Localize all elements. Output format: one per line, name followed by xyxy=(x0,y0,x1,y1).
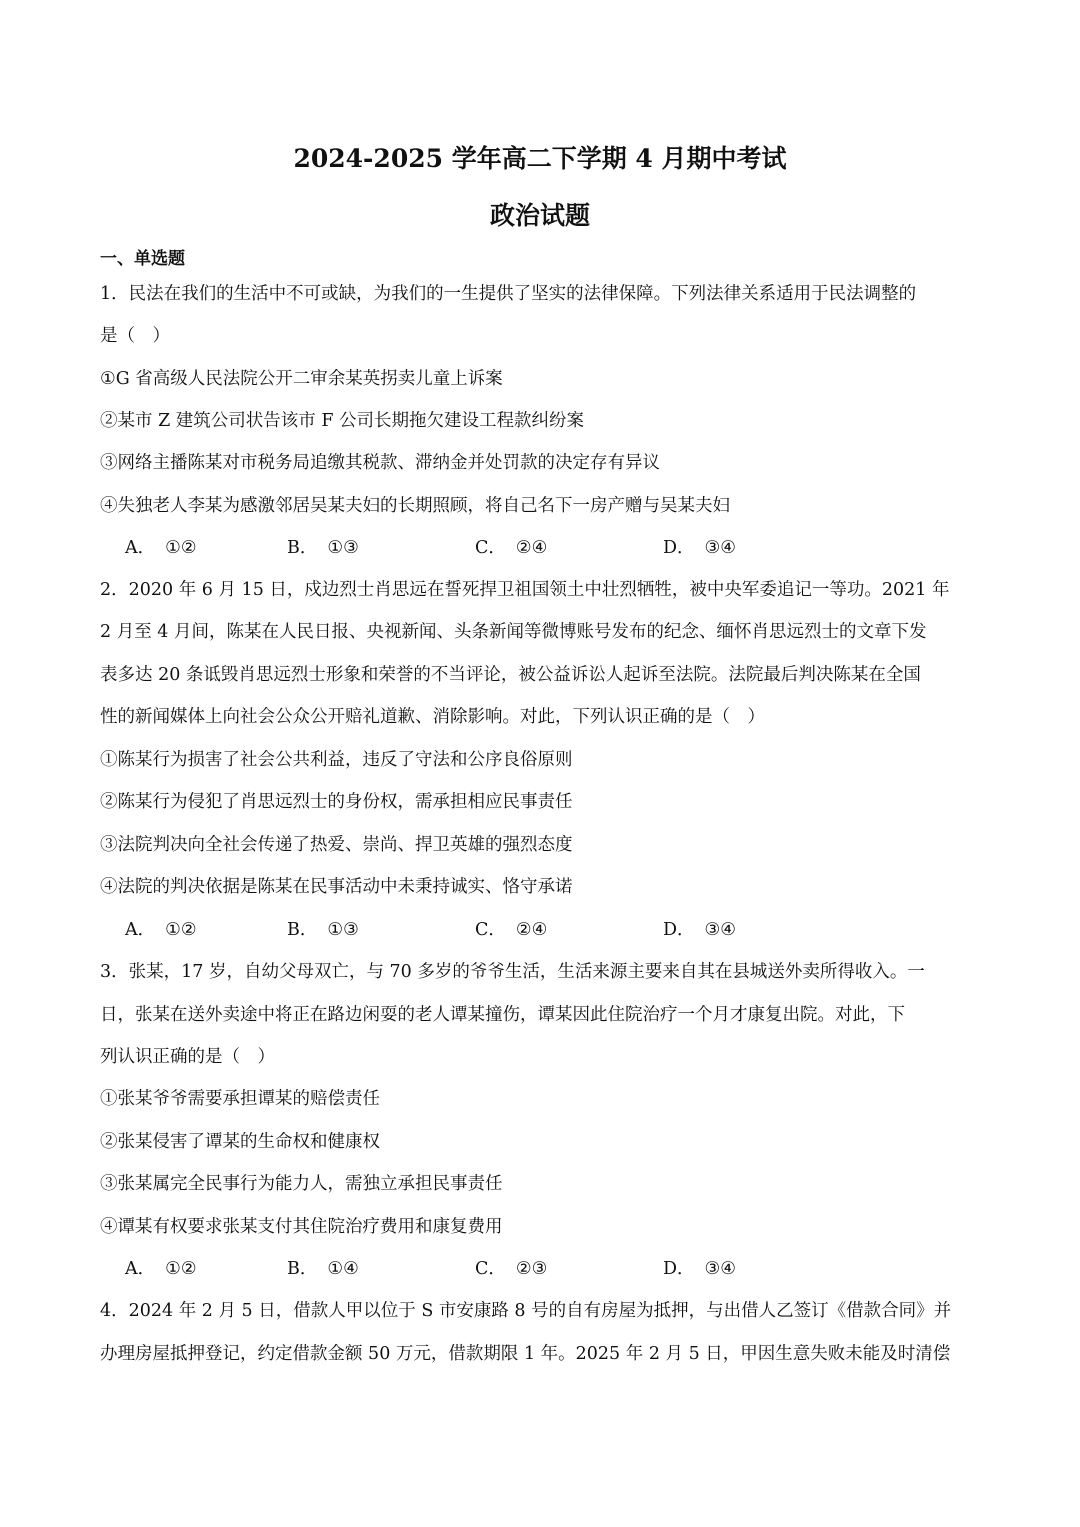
section-heading: 一、单选题 xyxy=(100,249,185,269)
question-stem-line: 2．2020 年 6 月 15 日，戍边烈士肖思远在誓死捍卫祖国领土中壮烈牺牲，被中央军委追记一等功。2021 年 xyxy=(100,580,950,600)
question-stem-line: 表多达 20 条诋毁肖思远烈士形象和荣誉的不当评论，被公益诉讼人起诉至法院。法院最后判决陈某在全国 xyxy=(100,665,921,685)
option-text: ①② xyxy=(165,920,197,940)
statement-item: ③网络主播陈某对市税务局追缴其税款、滞纳金并处罚款的决定存有异议 xyxy=(100,453,660,473)
option-letter: B． xyxy=(287,1259,318,1279)
option-letter: B． xyxy=(287,538,318,558)
option-letter: A． xyxy=(125,538,156,558)
exam-title: 2024-2025 学年高二下学期 4 月期中考试 xyxy=(293,144,787,173)
option-letter: D． xyxy=(663,538,695,558)
statement-item: ①张某爷爷需要承担谭某的赔偿责任 xyxy=(100,1089,380,1109)
question-stem-line: 4．2024 年 2 月 5 日，借款人甲以位于 S 市安康路 8 号的自有房屋为抵押，与出借人乙签订《借款合同》并 xyxy=(100,1301,952,1321)
answer-options xyxy=(125,536,985,560)
option-a xyxy=(125,536,197,560)
option-letter: B． xyxy=(287,920,318,940)
option-text: ①② xyxy=(165,538,197,558)
statement-item: ①G 省高级人民法院公开二审余某英拐卖儿童上诉案 xyxy=(100,369,503,389)
statement-item: ④失独老人李某为感激邻居吴某夫妇的长期照顾，将自己名下一房产赠与吴某夫妇 xyxy=(100,496,730,516)
option-b xyxy=(287,1257,359,1281)
option-a xyxy=(125,918,197,942)
exam-subtitle: 政治试题 xyxy=(489,201,590,230)
question-stem-line: 办理房屋抵押登记，约定借款金额 50 万元，借款期限 1 年。2025 年 2 月 5 日，甲因生意失败未能及时清偿 xyxy=(100,1344,951,1364)
option-letter: C． xyxy=(475,538,506,558)
statement-item: ②陈某行为侵犯了肖思远烈士的身份权，需承担相应民事责任 xyxy=(100,792,573,812)
option-c xyxy=(475,918,547,942)
option-letter: A． xyxy=(125,920,156,940)
option-c xyxy=(475,536,547,560)
option-text: ③④ xyxy=(704,920,736,940)
option-d xyxy=(663,918,736,942)
option-letter: D． xyxy=(663,1259,695,1279)
answer-options xyxy=(125,1257,985,1281)
option-b xyxy=(287,918,359,942)
statement-item: ③张某属完全民事行为能力人，需独立承担民事责任 xyxy=(100,1174,503,1194)
option-letter: C． xyxy=(475,920,506,940)
option-text: ②③ xyxy=(515,1259,548,1279)
option-text: ③④ xyxy=(704,1259,736,1279)
statement-item: ③法院判决向全社会传递了热爱、崇尚、捍卫英雄的强烈态度 xyxy=(100,835,573,855)
question-stem-line: 3．张某，17 岁，自幼父母双亡，与 70 多岁的爷爷生活，生活来源主要来自其在县城送外卖所得收入。一 xyxy=(100,962,925,982)
option-text: ②④ xyxy=(515,538,548,558)
option-c xyxy=(475,1257,547,1281)
statement-item: ②某市 Z 建筑公司状告该市 F 公司长期拖欠建设工程款纠纷案 xyxy=(100,411,585,431)
question-stem-line: 性的新闻媒体上向社会公众公开赔礼道歉、消除影响。对此，下列认识正确的是（ ） xyxy=(100,707,765,727)
option-letter: C． xyxy=(475,1259,506,1279)
option-d xyxy=(663,1257,736,1281)
option-a xyxy=(125,1257,197,1281)
statement-item: ④谭某有权要求张某支付其住院治疗费用和康复费用 xyxy=(100,1217,503,1237)
option-text: ②④ xyxy=(515,920,548,940)
option-d xyxy=(663,536,736,560)
option-b xyxy=(287,536,359,560)
option-letter: A． xyxy=(125,1259,156,1279)
option-text: ①③ xyxy=(327,538,359,558)
question-stem-line: 是（ ） xyxy=(100,326,170,346)
question-stem-line: 1．民法在我们的生活中不可或缺，为我们的一生提供了坚实的法律保障。下列法律关系适用于民法调整的 xyxy=(100,284,917,304)
statement-item: ④法院的判决依据是陈某在民事活动中未秉持诚实、恪守承诺 xyxy=(100,877,573,897)
option-text: ①② xyxy=(165,1259,197,1279)
option-letter: D． xyxy=(663,920,695,940)
answer-options xyxy=(125,918,985,942)
statement-item: ②张某侵害了谭某的生命权和健康权 xyxy=(100,1132,380,1152)
option-text: ①③ xyxy=(327,920,359,940)
question-stem-line: 2 月至 4 月间，陈某在人民日报、央视新闻、头条新闻等微博账号发布的纪念、缅怀肖思远烈士的文章下发 xyxy=(100,622,927,642)
option-text: ①④ xyxy=(327,1259,359,1279)
statement-item: ①陈某行为损害了社会公共利益，违反了守法和公序良俗原则 xyxy=(100,750,573,770)
option-text: ③④ xyxy=(704,538,736,558)
question-stem-line: 日，张某在送外卖途中将正在路边闲耍的老人谭某撞伤，谭某因此住院治疗一个月才康复出院。对此，下 xyxy=(100,1005,905,1025)
question-stem-line: 列认识正确的是（ ） xyxy=(100,1047,275,1067)
